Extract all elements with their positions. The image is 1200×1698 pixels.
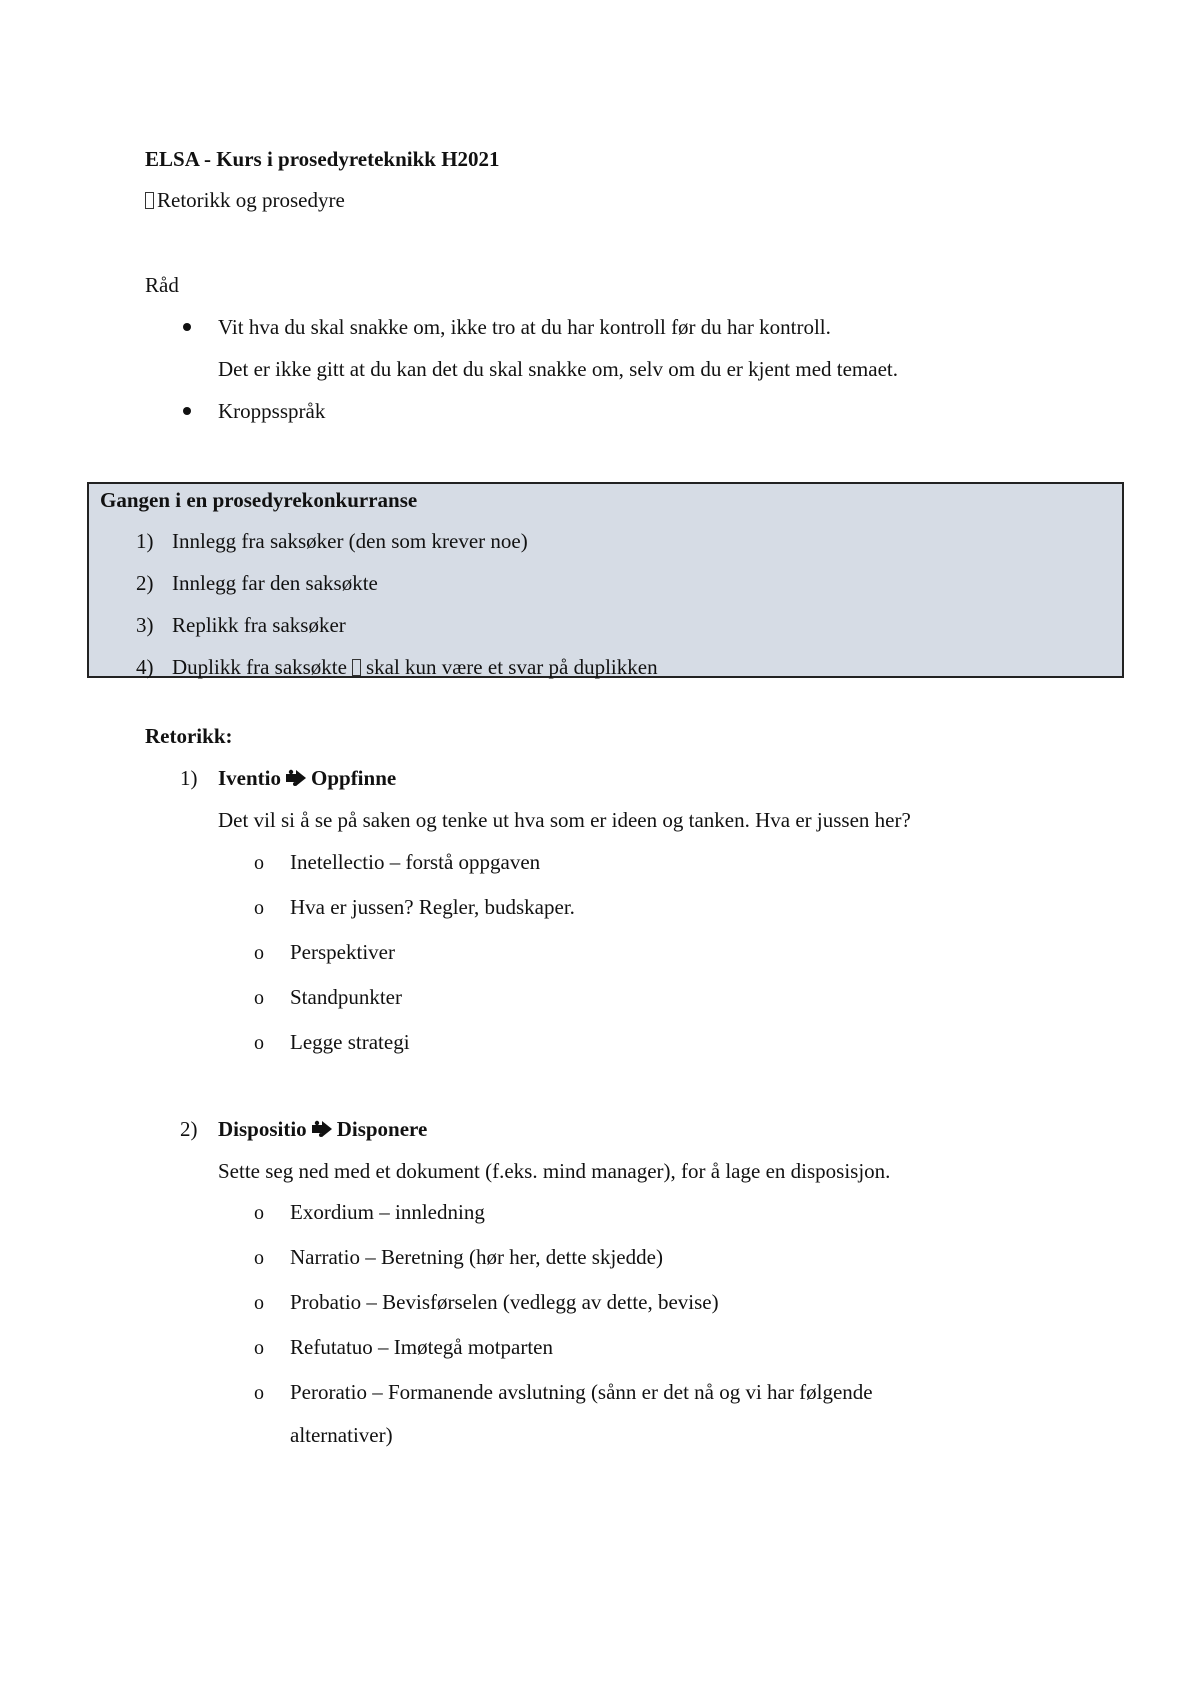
list-item: Probatio – Bevisførselen (vedlegg av dette, bevise) xyxy=(290,1290,719,1314)
list-marker: o xyxy=(254,1337,264,1359)
list-item: Narratio – Beretning (hør her, dette skjedde) xyxy=(290,1245,663,1269)
competition-item-number: 1) xyxy=(136,529,154,553)
list-marker: o xyxy=(254,1247,264,1269)
document-subtitle xyxy=(145,190,345,211)
list-item: Legge strategi xyxy=(290,1030,410,1054)
section-description: Sette seg ned med et dokument (f.eks. mind manager), for å lage en disposisjon. xyxy=(218,1159,891,1183)
section-title xyxy=(218,768,396,792)
list-item: Peroratio – Formanende avslutning (sånn er det nå og vi har følgende xyxy=(290,1380,873,1404)
competition-item-text xyxy=(172,657,658,678)
advice-item-1-line2: Det er ikke gitt at du kan det du skal snakke om, selv om du er kjent med temaet. xyxy=(218,357,898,381)
item-text-after: skal kun være et svar på duplikken xyxy=(365,655,658,679)
competition-item-text: Innlegg far den saksøkte xyxy=(172,571,378,595)
list-marker: o xyxy=(254,987,264,1009)
section-term: Iventio xyxy=(218,766,281,790)
advice-item-2: Kroppsspråk xyxy=(218,399,326,423)
section-translation: Oppfinne xyxy=(311,766,397,790)
missing-glyph-icon xyxy=(145,192,154,209)
hand-arrow-icon xyxy=(284,768,308,792)
document-title: ELSA - Kurs i prosedyreteknikk H2021 xyxy=(145,147,500,171)
list-marker: o xyxy=(254,1032,264,1054)
item-text-before: Duplikk fra saksøkte xyxy=(172,655,347,679)
list-item: Perspektiver xyxy=(290,940,395,964)
bullet-dot xyxy=(183,407,191,415)
competition-item-text: Replikk fra saksøker xyxy=(172,613,346,637)
bullet-dot xyxy=(183,323,191,331)
advice-heading: Råd xyxy=(145,273,179,297)
section-description: Det vil si å se på saken og tenke ut hva som er ideen og tanken. Hva er jussen her? xyxy=(218,808,911,832)
hand-arrow-icon xyxy=(310,1119,334,1143)
list-marker: o xyxy=(254,942,264,964)
list-marker: o xyxy=(254,1292,264,1314)
section-translation: Disponere xyxy=(336,1117,428,1141)
section-title xyxy=(218,1119,427,1143)
list-marker: o xyxy=(254,852,264,874)
section-term: Dispositio xyxy=(218,1117,307,1141)
competition-item-number: 2) xyxy=(136,571,154,595)
list-item: Refutatuo – Imøtegå motparten xyxy=(290,1335,554,1359)
competition-item-text: Innlegg fra saksøker (den som krever noe) xyxy=(172,529,528,553)
list-item: Inetellectio – forstå oppgaven xyxy=(290,850,541,874)
advice-item-1-line1: Vit hva du skal snakke om, ikke tro at du har kontroll før du har kontroll. xyxy=(218,315,831,339)
subtitle-text: Retorikk og prosedyre xyxy=(157,188,345,212)
list-marker: o xyxy=(254,1382,264,1404)
rhetoric-heading: Retorikk: xyxy=(145,724,233,748)
missing-glyph-icon xyxy=(352,659,361,676)
section-number: 1) xyxy=(180,766,198,790)
competition-item-number: 4) xyxy=(136,655,154,679)
list-item: Hva er jussen? Regler, budskaper. xyxy=(290,895,575,919)
list-marker: o xyxy=(254,1202,264,1224)
list-item: Standpunkter xyxy=(290,985,402,1009)
list-item-continuation: alternativer) xyxy=(290,1423,393,1447)
list-item: Exordium – innledning xyxy=(290,1200,485,1224)
section-number: 2) xyxy=(180,1117,198,1141)
competition-heading: Gangen i en prosedyrekonkurranse xyxy=(100,488,418,512)
list-marker: o xyxy=(254,897,264,919)
competition-item-number: 3) xyxy=(136,613,154,637)
